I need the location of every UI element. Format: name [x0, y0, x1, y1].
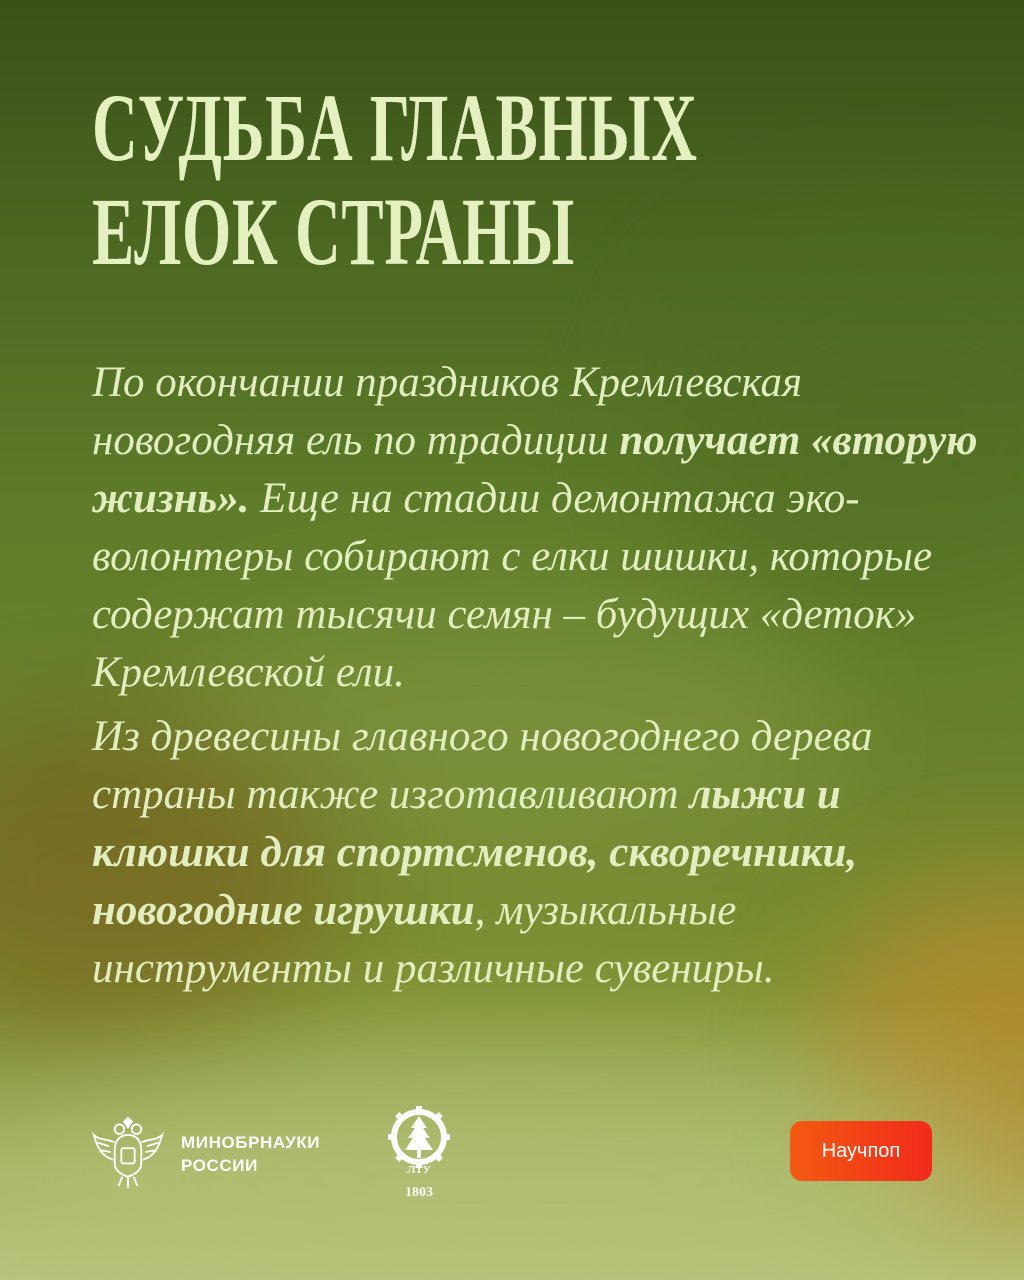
ltu-year: 1803: [405, 1185, 433, 1200]
paragraph-1: [92, 354, 992, 702]
title-line-1: СУДЬБА ГЛАВНЫХ: [92, 74, 698, 181]
paragraph-1-bold: получает «вторую жизнь».: [92, 417, 978, 522]
ministry-line-1: МИНОБРНАУКИ: [181, 1133, 321, 1152]
ltu-logo-icon: [388, 1104, 450, 1200]
paragraph-2-sep: ,: [587, 829, 610, 876]
paragraph-2-lead: Из древесины главного новогоднего дерева страны также изготавливают: [92, 713, 873, 818]
paragraph-2-sep-2: ,: [846, 829, 858, 876]
paragraph-2-bold-2: скворечники: [609, 829, 847, 876]
title-line-2: ЕЛОК СТРАНЫ: [92, 178, 575, 285]
paragraph-2: [92, 708, 992, 998]
paragraph-2-bold-1: лыжи и клюшки для спортсменов: [92, 771, 841, 876]
coat-of-arms-icon: [90, 1114, 166, 1190]
paragraph-1-rest: Еще на стадии демонтажа эко-волонтеры собирают с елки шишки, которые содержат тысячи семян – будущих «деток» Кремлевской ели.: [92, 475, 933, 696]
page-title: [92, 76, 698, 284]
ministry-label: [181, 1131, 320, 1177]
paragraph-2-rest: , музыкальные инструменты и различные сувениры.: [92, 887, 775, 992]
ltu-logo-label: ЛТУ: [407, 1164, 431, 1176]
ministry-line-2: РОССИИ: [181, 1156, 258, 1175]
paragraph-2-bold-3: новогодние игрушки: [92, 887, 475, 934]
naucpop-badge: Научпоп: [790, 1121, 932, 1181]
paragraph-1-lead: По окончании праздников Кремлевская новогодняя ель по традиции: [92, 359, 803, 464]
